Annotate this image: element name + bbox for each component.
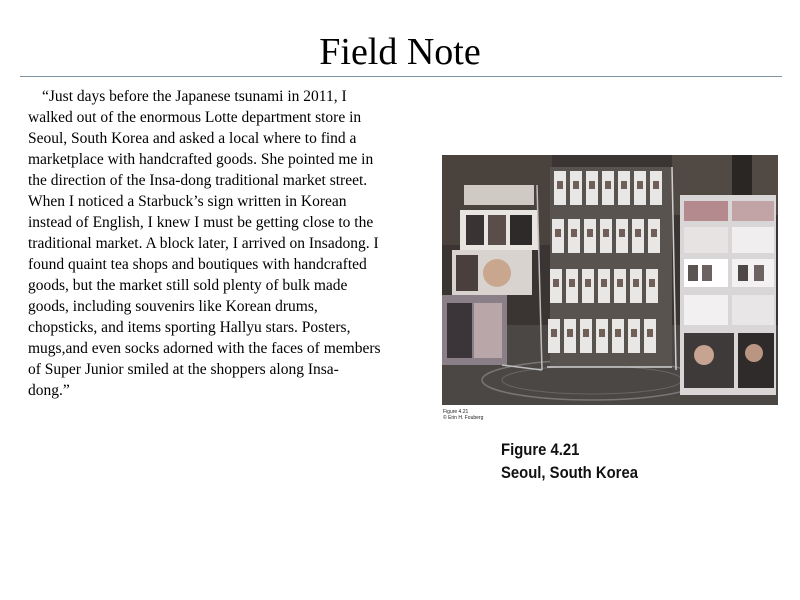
photo-credit-author: © Erin H. Fouberg [443,415,484,421]
quote-line: the direction of the Insa-dong traditional market street. [28,172,368,189]
figure-location: Seoul, South Korea [501,464,638,482]
quote-line: marketplace with handcrafted goods. She pointed me in [28,151,374,168]
quote-line: goods, including souvenirs like Korean drums, [28,298,318,315]
quote-line: goods, but the market still sold plenty of bulk made [28,277,348,294]
field-note-quote [28,86,436,401]
quote-line: dong.” [28,382,70,399]
title-divider [20,76,782,77]
figure-caption [501,439,638,485]
quote-line: “Just days before the Japanese tsunami in 2011, I [42,88,347,105]
quote-line: Seoul, South Korea and asked a local where to find a [28,130,357,147]
quote-line: chopsticks, and items sporting Hallyu stars. Posters, [28,319,351,336]
quote-line: of Super Junior smiled at the shoppers along Insa- [28,361,339,378]
quote-line: mugs,and even socks adorned with the faces of members [28,340,381,357]
figure-number: Figure 4.21 [501,441,580,459]
photo-credit [443,409,483,421]
market-stand-illustration [442,155,778,405]
quote-line: walked out of the enormous Lotte department store in [28,109,362,126]
photo-credit-figure: Figure 4.21 [443,409,469,415]
market-photo [442,155,778,405]
quote-line: When I noticed a Starbuck’s sign written in Korean [28,193,347,210]
quote-line: traditional market. A block later, I arrived on Insadong. I [28,235,379,252]
quote-line: instead of English, I knew I must be getting close to the [28,214,374,231]
quote-line: found quaint tea shops and boutiques with handcrafted [28,256,367,273]
slide-title: Field Note [319,31,481,73]
